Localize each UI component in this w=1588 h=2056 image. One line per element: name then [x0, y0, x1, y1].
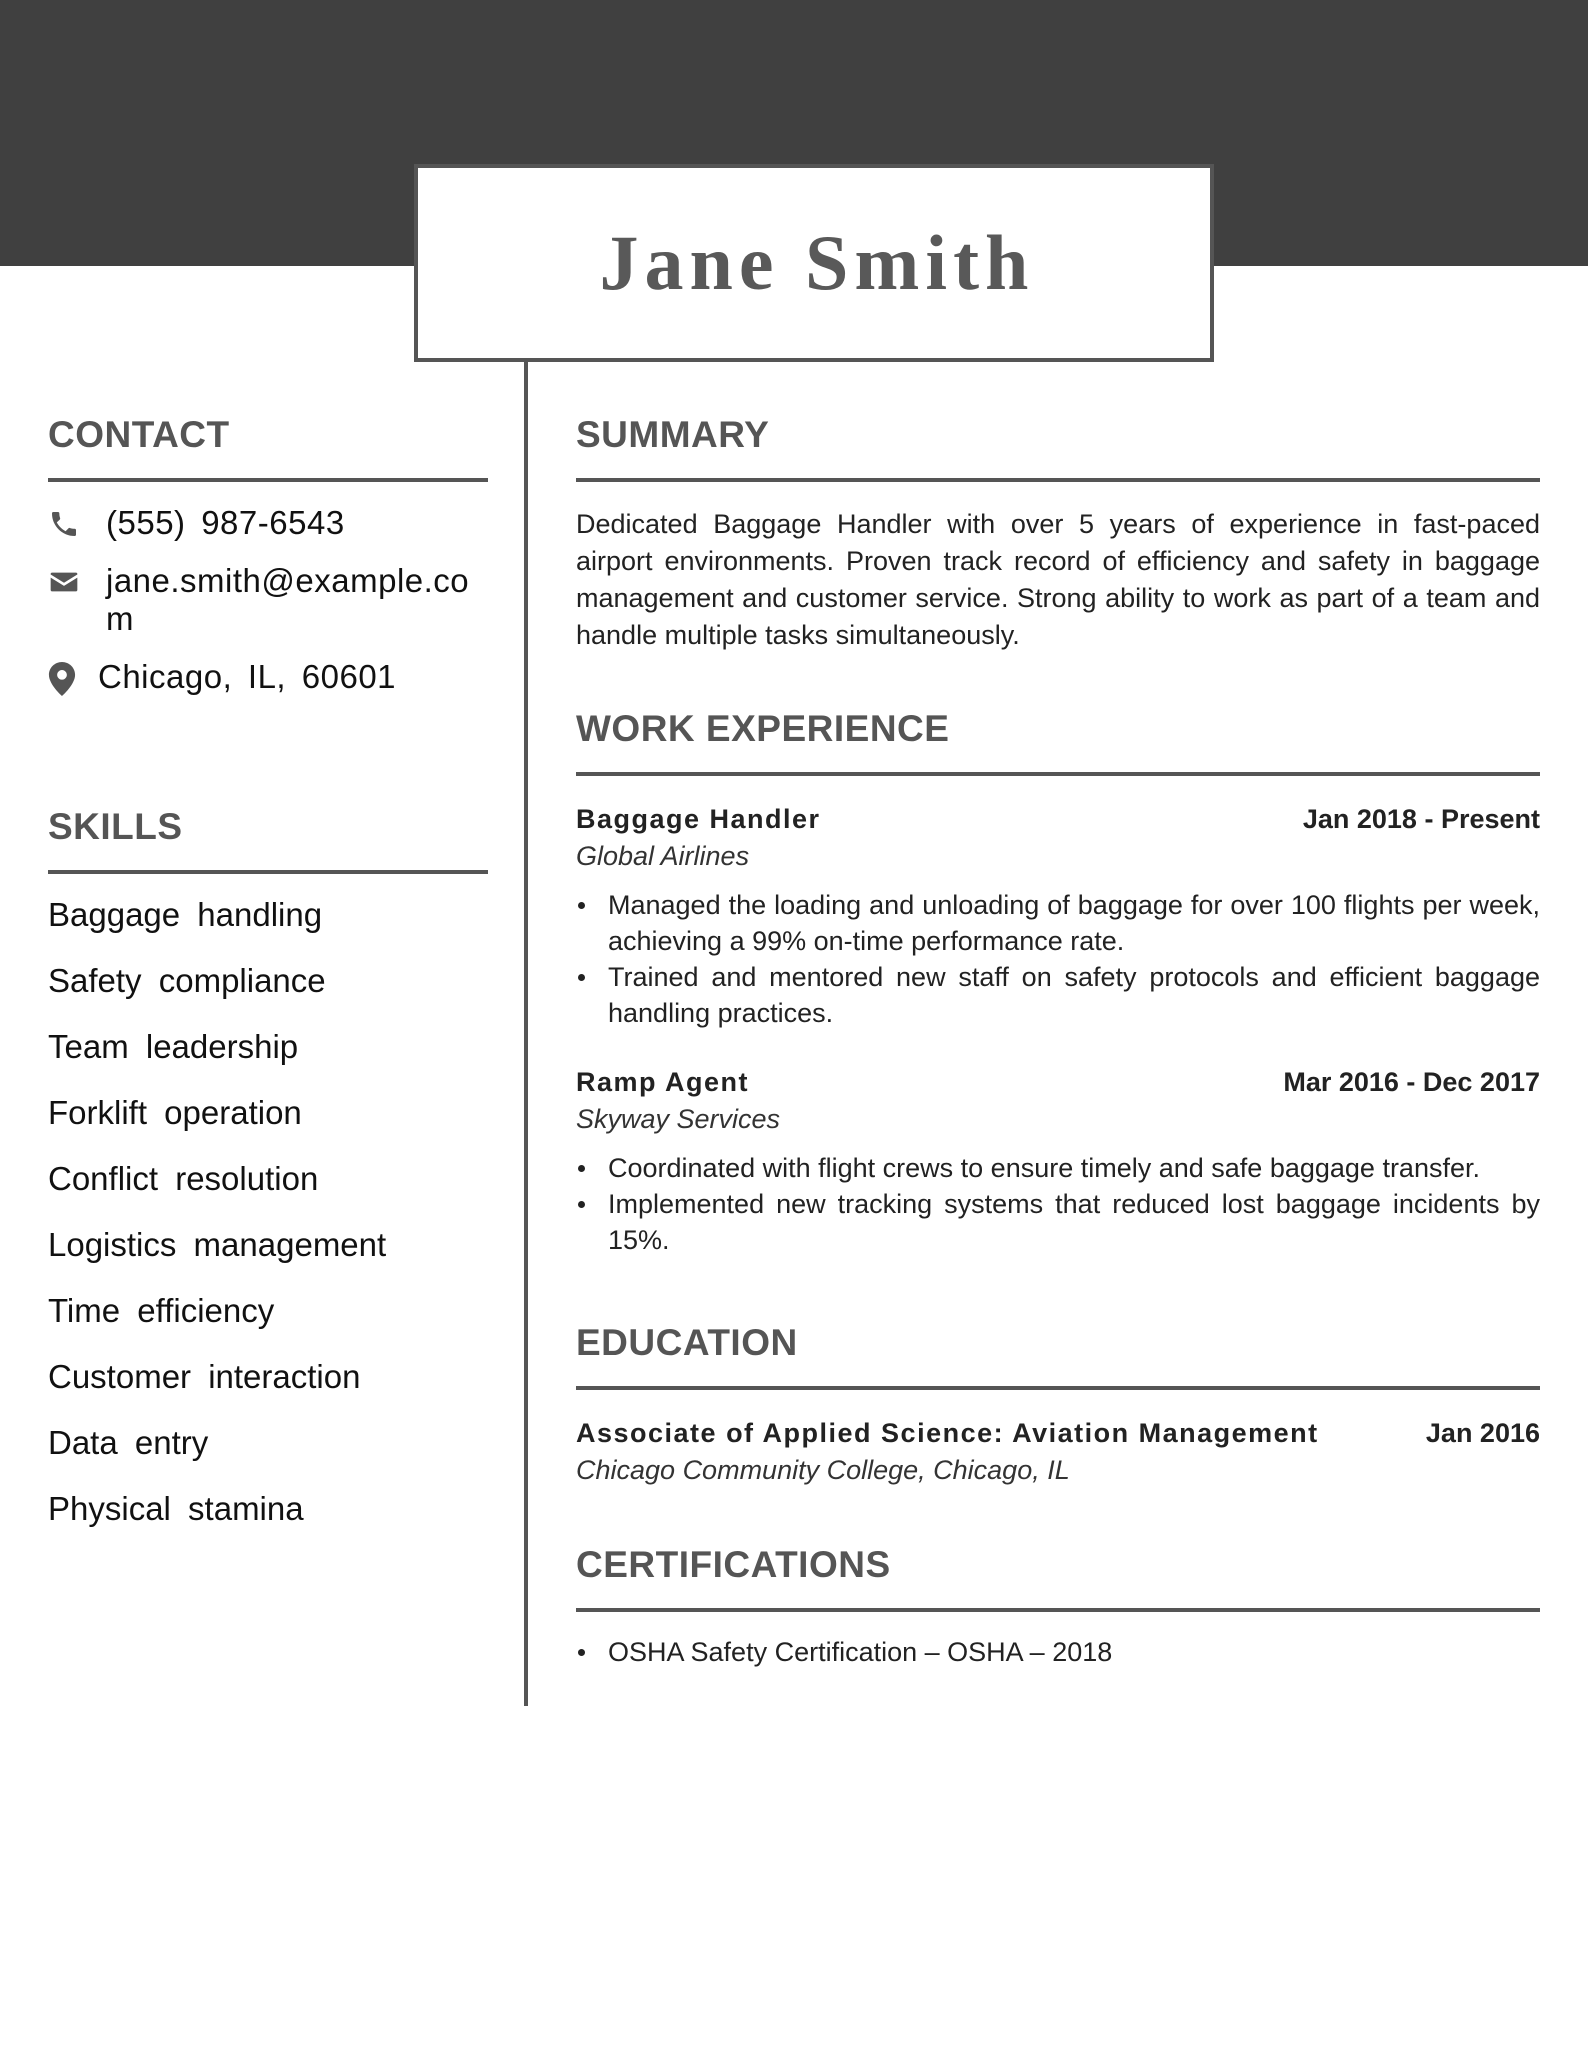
skills-title: SKILLS: [48, 806, 183, 847]
skill-item: Conflict resolution: [48, 1160, 319, 1197]
skill-list: [48, 894, 488, 1554]
summary-section: [576, 414, 1540, 654]
column-divider: [524, 362, 528, 1706]
name-box: [414, 164, 1214, 362]
education-title: EDUCATION: [576, 1322, 798, 1363]
job-bullets: [576, 887, 1540, 1031]
job-bullet: Managed the loading and unloading of baggage for over 100 flights per week, achieving a 99% on-time performance rate.: [576, 887, 1540, 959]
skill-item: Customer interaction: [48, 1358, 361, 1395]
candidate-name: Jane Smith: [599, 219, 1035, 306]
skills-rule: [48, 870, 488, 874]
summary-rule: [576, 478, 1540, 482]
certifications-title: CERTIFICATIONS: [576, 1544, 891, 1585]
education-section: [576, 1322, 1540, 1487]
contact-email-row: [48, 562, 488, 638]
skill-item: Time efficiency: [48, 1292, 275, 1329]
contact-list: [48, 504, 488, 696]
work-title: WORK EXPERIENCE: [576, 708, 950, 749]
job-header: [576, 1067, 1540, 1098]
map-pin-icon: [48, 658, 98, 696]
summary-title: SUMMARY: [576, 414, 770, 455]
certification-item: OSHA Safety Certification – OSHA – 2018: [576, 1634, 1540, 1670]
work-section: [576, 708, 1540, 1258]
contact-email[interactable]: jane.smith@example.com: [106, 562, 470, 637]
education-date: Jan 2016: [1425, 1418, 1540, 1448]
education-rule: [576, 1386, 1540, 1390]
contact-location-row: [48, 658, 488, 696]
envelope-icon: [48, 562, 106, 598]
job-bullets: [576, 1150, 1540, 1258]
job-header: [576, 804, 1540, 835]
skill-item: Forklift operation: [48, 1094, 302, 1131]
contact-section: [48, 414, 488, 696]
contact-phone-row: [48, 504, 488, 542]
contact-location: Chicago, IL, 60601: [98, 658, 397, 695]
summary-text: Dedicated Baggage Handler with over 5 years of experience in fast-paced airport environments. Proven track record of efficiency and safety in baggage management and customer service. Strong ability to work as part of a team and handle multiple tasks simultaneously.: [576, 509, 1540, 650]
phone-icon: [48, 504, 106, 540]
skill-item: Logistics management: [48, 1226, 387, 1263]
education-school: Chicago Community College, Chicago, IL: [576, 1455, 1070, 1485]
job-bullet: Implemented new tracking systems that reduced lost baggage incidents by 15%.: [576, 1186, 1540, 1258]
job-employer: Global Airlines: [576, 841, 750, 871]
skill-item: Team leadership: [48, 1028, 299, 1065]
job-bullet: Trained and mentored new staff on safety protocols and efficient baggage handling practices.: [576, 959, 1540, 1031]
education-degree: Associate of Applied Science: Aviation Management: [576, 1418, 1319, 1448]
skill-item: Data entry: [48, 1424, 209, 1461]
skills-section: [48, 806, 488, 1554]
work-rule: [576, 772, 1540, 776]
education-header: [576, 1418, 1540, 1449]
contact-title: CONTACT: [48, 414, 230, 455]
job-entry: [576, 804, 1540, 1031]
certification-list: [576, 1634, 1540, 1670]
skill-item: Safety compliance: [48, 962, 326, 999]
job-employer: Skyway Services: [576, 1104, 781, 1134]
job-title: Baggage Handler: [576, 804, 821, 834]
certifications-section: [576, 1544, 1540, 1670]
skill-item: Physical stamina: [48, 1490, 304, 1527]
contact-rule: [48, 478, 488, 482]
job-title: Ramp Agent: [576, 1067, 750, 1097]
job-bullet: Coordinated with flight crews to ensure timely and safe baggage transfer.: [576, 1150, 1540, 1186]
job-dates: Jan 2018 - Present: [1302, 804, 1540, 834]
skill-item: Baggage handling: [48, 896, 323, 933]
job-dates: Mar 2016 - Dec 2017: [1283, 1067, 1540, 1097]
job-entry: [576, 1067, 1540, 1258]
certifications-rule: [576, 1608, 1540, 1612]
contact-phone: (555) 987-6543: [106, 504, 345, 541]
